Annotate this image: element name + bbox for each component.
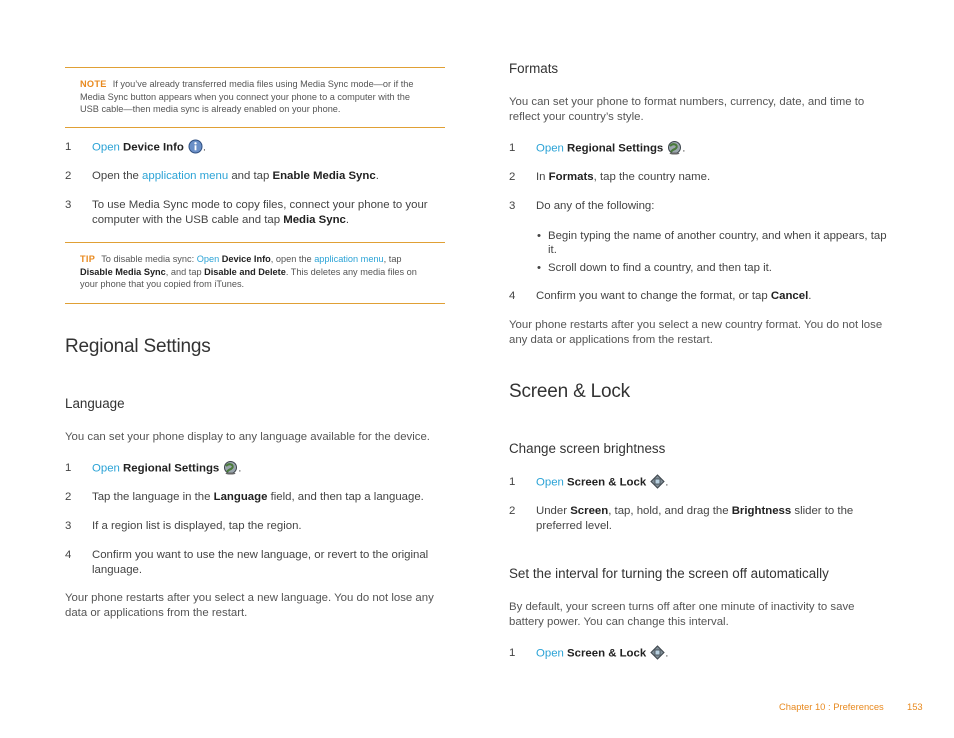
screen-lock-label: Screen & Lock — [567, 476, 647, 489]
note-box — [65, 67, 445, 128]
regional-settings-label: Regional Settings — [567, 142, 664, 155]
screen-lock-icon — [650, 474, 665, 489]
step-number: 1 — [65, 462, 72, 474]
regional-settings-icon — [667, 140, 682, 155]
brightness-label: Brightness — [731, 505, 792, 517]
screen-lock-label: Screen & Lock — [567, 647, 647, 660]
formats-intro: You can set your phone to format numbers, currency, date, and time to reflect your country’s style. — [509, 96, 865, 123]
formats-step-2: 2 In Formats, tap the country name. — [509, 171, 711, 183]
step-number: 1 — [509, 142, 516, 154]
formats-label: Formats — [548, 171, 594, 183]
screen-label: Screen — [570, 505, 609, 517]
application-menu-link[interactable]: application menu — [314, 254, 384, 264]
step-number: 3 — [509, 200, 516, 212]
interval-step-1: 1 Open Screen & Lock . — [509, 647, 669, 660]
language-step-2: 2 Tap the language in the Language field, and then tap a language. — [65, 491, 424, 503]
regional-settings-icon — [223, 460, 238, 475]
note-text: If you’ve already transferred media files using Media Sync mode—or if the Media Sync button appears when you connect your phone to a computer with the USB cable—then media sync is already enabled on your phone. — [80, 79, 414, 115]
formats-bullet-2: • Scroll down to find a country, and then tap it. — [537, 262, 772, 274]
open-link[interactable]: Open — [196, 254, 220, 264]
footer-chapter: Chapter 10 : Preferences — [779, 701, 884, 712]
sync-step-3: 3 To use Media Sync mode to copy files, connect your phone to your computer with the USB cable and tap Media Sync. — [65, 199, 428, 226]
step-number: 4 — [65, 549, 72, 561]
regional-settings-label: Regional Settings — [123, 462, 220, 475]
formats-outro: Your phone restarts after you select a new country format. You do not lose any data or applications from the restart. — [509, 319, 883, 346]
open-link[interactable]: Open — [536, 647, 564, 660]
regional-settings-heading: Regional Settings — [65, 336, 211, 357]
formats-step-1: 1 Open Regional Settings . — [509, 142, 686, 155]
formats-bullet-1: • Begin typing the name of another country, and when it appears, tap it. — [537, 230, 887, 256]
open-link[interactable]: Open — [92, 462, 120, 475]
language-outro: Your phone restarts after you select a new language. You do not lose any data or applications from the restart. — [65, 592, 434, 619]
open-link[interactable]: Open — [536, 476, 564, 489]
open-link[interactable]: Open — [92, 141, 120, 154]
screen-lock-icon — [650, 645, 665, 660]
formats-step-4: 4 Confirm you want to change the format, or tap Cancel. — [509, 290, 812, 302]
application-menu-link[interactable]: application menu — [142, 170, 229, 182]
formats-heading: Formats — [509, 61, 559, 76]
cancel-label: Cancel — [770, 290, 809, 302]
media-sync-label: Media Sync — [283, 214, 346, 226]
sync-step-2: 2 Open the application menu and tap Enable Media Sync. — [65, 170, 379, 182]
step-number: 2 — [65, 170, 72, 182]
brightness-step-1: 1 Open Screen & Lock . — [509, 476, 669, 489]
tip-box: TIP To disable media sync: Open Device Info, open the application menu, tap Disable Media Sync, and tap Disable and Delete. This deletes any media files on your phone that you copied from iTunes. — [65, 242, 445, 304]
step-number: 1 — [509, 476, 516, 488]
step-number: 1 — [509, 647, 516, 659]
note-label: NOTE — [80, 79, 107, 89]
language-heading: Language — [65, 396, 125, 411]
tip-label: TIP — [80, 254, 96, 264]
language-step-3: 3 If a region list is displayed, tap the region. — [65, 520, 302, 532]
enable-media-sync-label: Enable Media Sync — [272, 170, 376, 182]
language-intro: You can set your phone display to any language available for the device. — [65, 431, 430, 443]
device-info-icon — [188, 139, 203, 154]
open-link[interactable]: Open — [536, 142, 564, 155]
step-number: 4 — [509, 290, 516, 302]
step-number: 2 — [65, 491, 72, 503]
screen-lock-heading: Screen & Lock — [509, 381, 630, 402]
interval-intro: By default, your screen turns off after one minute of inactivity to save battery power. You can change this interval. — [509, 601, 855, 628]
language-step-1: 1 Open Regional Settings . — [65, 462, 242, 475]
brightness-heading: Change screen brightness — [509, 441, 666, 456]
page-number: 153 — [907, 701, 923, 712]
step-number: 3 — [65, 520, 72, 532]
step-number: 2 — [509, 171, 516, 183]
interval-heading: Set the interval for turning the screen off automatically — [509, 566, 829, 581]
device-info-label: Device Info — [123, 141, 184, 154]
brightness-step-2: 2 Under Screen, tap, hold, and drag the Brightness slider to the preferred level. — [509, 505, 854, 532]
sync-step-1: 1 Open Device Info . — [65, 141, 206, 154]
step-number: 1 — [65, 141, 72, 153]
step-number: 3 — [65, 199, 72, 211]
language-field-label: Language — [213, 491, 268, 503]
formats-step-3: 3 Do any of the following: — [509, 200, 655, 212]
step-number: 2 — [509, 505, 516, 517]
language-step-4: 4 Confirm you want to use the new language, or revert to the original language. — [65, 549, 429, 576]
